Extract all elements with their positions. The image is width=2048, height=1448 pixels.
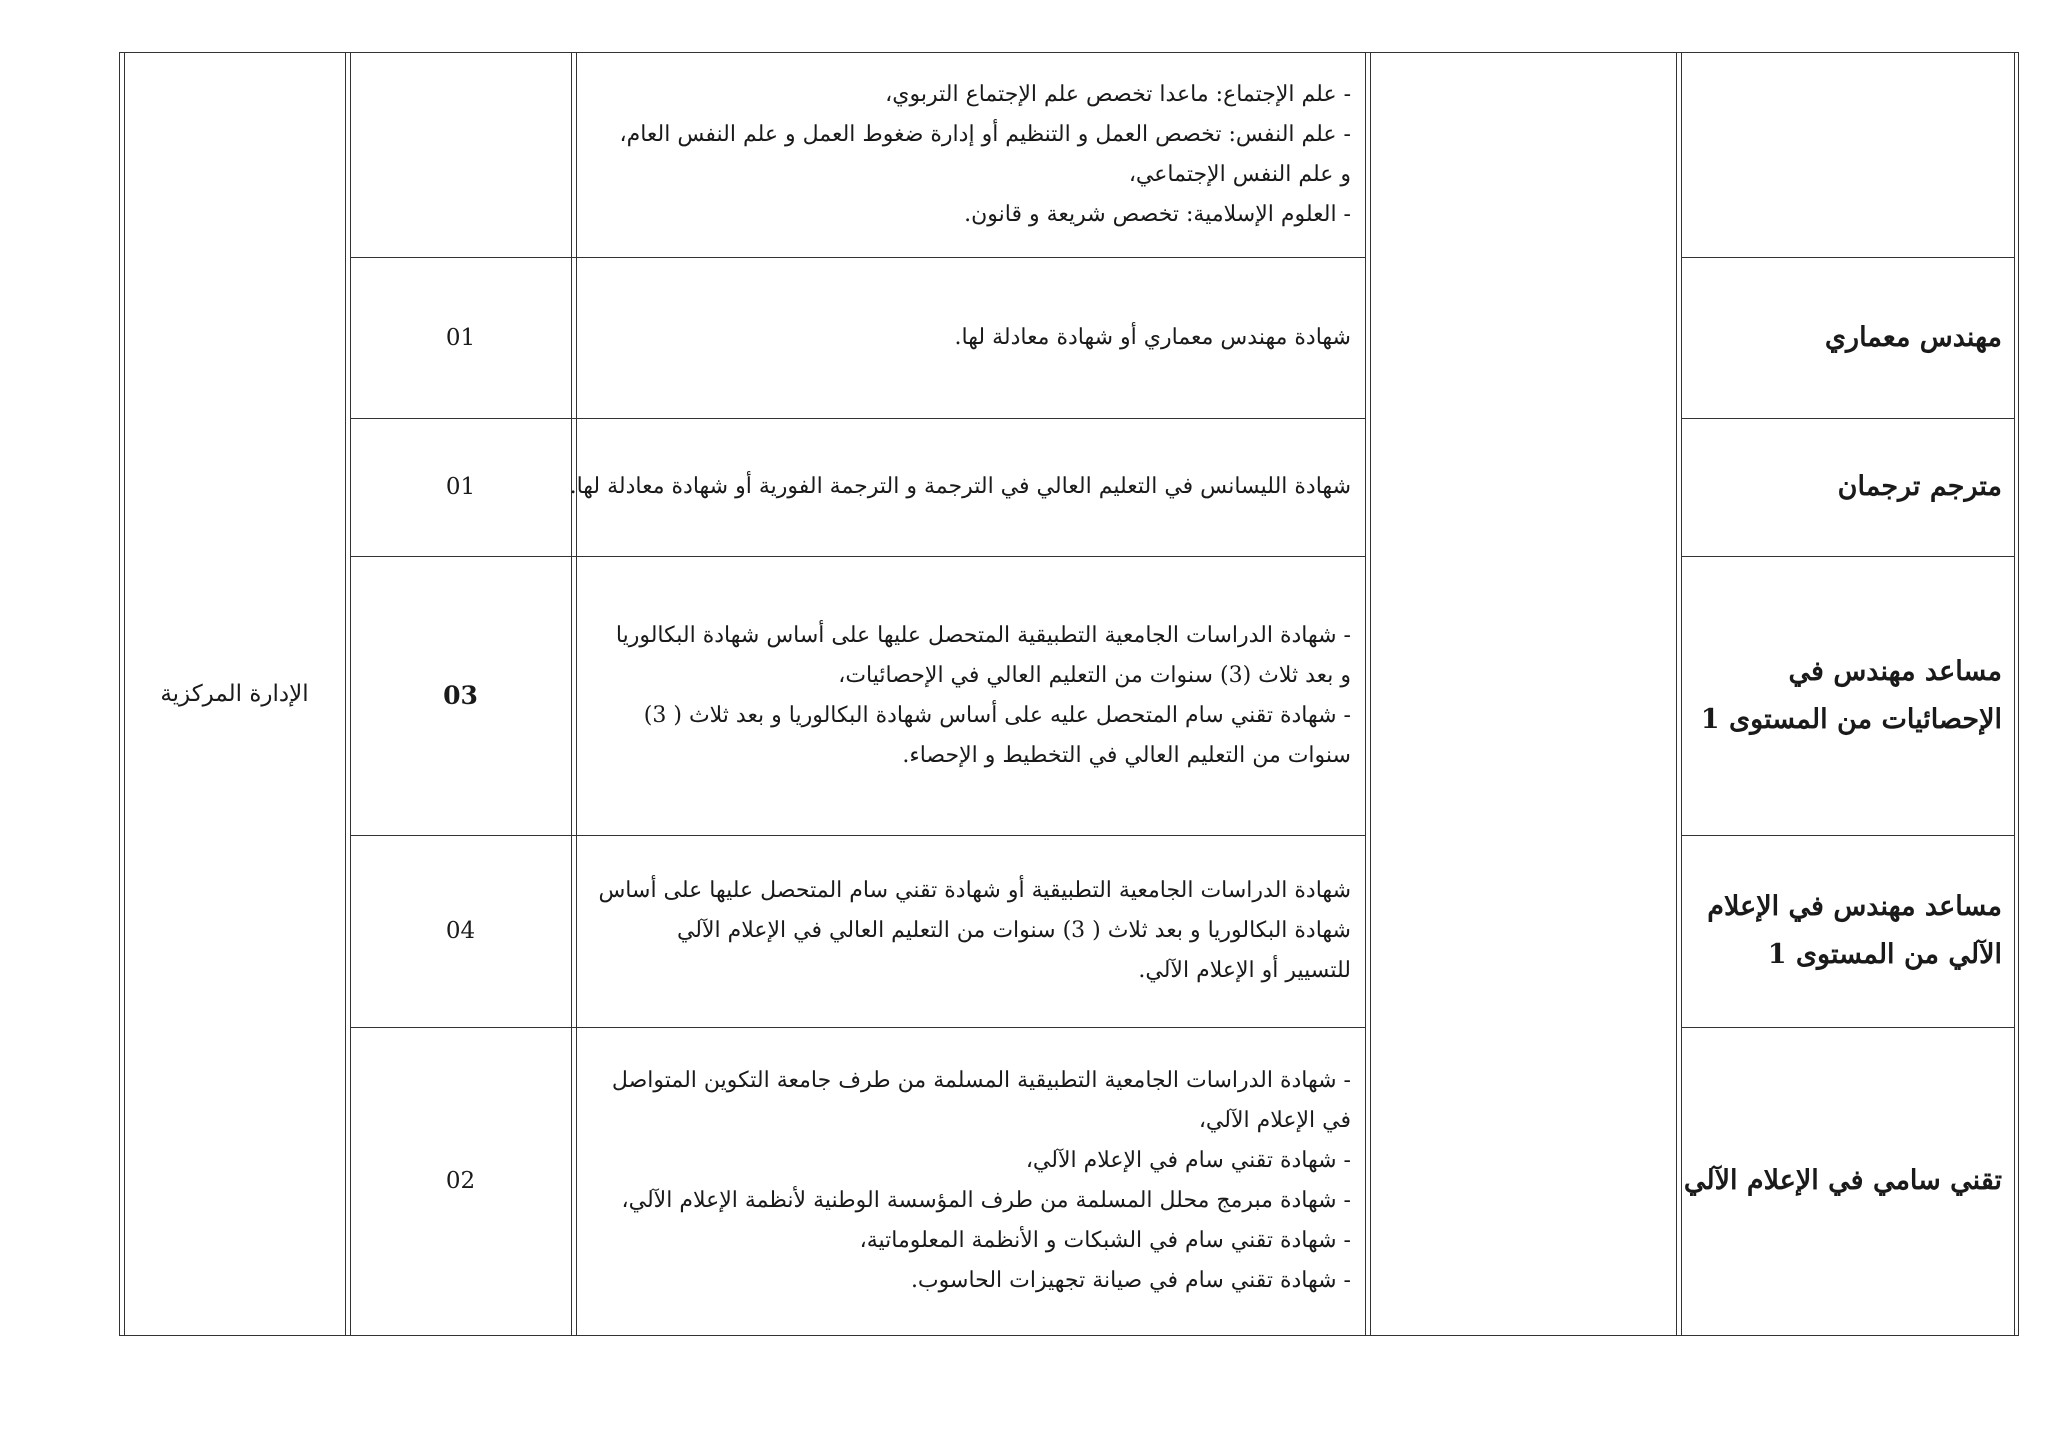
qualification-line: للتسيير أو الإعلام الآلي.	[1138, 958, 1351, 983]
admin-label: الإدارة المركزية	[160, 681, 309, 707]
positions-table	[119, 52, 2019, 1336]
qualification-line: - شهادة الدراسات الجامعية التطبيقية المتحصل عليها على أساس شهادة البكالوريا	[615, 622, 1351, 648]
qualification-line: شهادة الدراسات الجامعية التطبيقية أو شهادة تقني سام المتحصل عليها على أساس	[598, 878, 1351, 903]
position-title: مهندس معماري	[1824, 321, 2002, 353]
position-title-cell	[1681, 257, 2014, 418]
position-title: الآلي من المستوى 1	[1767, 939, 2002, 970]
qualification-line: - علم الإجتماع: ماعدا تخصص علم الإجتماع التربوي،	[885, 81, 1351, 107]
qualification-line: - علم النفس: تخصص العمل و التنظيم أو إدارة ضغوط العمل و علم النفس العام،	[619, 121, 1351, 147]
qualification-line: - شهادة تقني سام في الشبكات و الأنظمة المعلوماتية،	[859, 1228, 1351, 1253]
qualification-cell	[576, 1027, 1365, 1335]
qualification-cell	[576, 556, 1365, 835]
qualification-line: - شهادة تقني سام المتحصل عليه على أساس شهادة البكالوريا و بعد ثلاث ( 3)	[643, 702, 1351, 728]
qualification-cell	[576, 257, 1365, 418]
qualification-cell	[576, 52, 1365, 257]
position-title-cell	[1681, 1027, 2014, 1335]
qualification-line: - شهادة مبرمج محلل المسلمة من طرف المؤسسة الوطنية لأنظمة الإعلام الآلي،	[621, 1188, 1351, 1213]
position-title: مساعد مهندس في	[1788, 655, 2002, 687]
position-title-cell	[1681, 835, 2014, 1027]
positions-count: 03	[443, 681, 478, 710]
positions-count: 02	[445, 1168, 476, 1194]
position-title: مترجم ترجمان	[1837, 471, 2002, 502]
position-title: الإحصائيات من المستوى 1	[1700, 703, 2002, 735]
qualification-line: سنوات من التعليم العالي في التخطيط و الإحصاء.	[902, 742, 1351, 768]
qualification-line: - العلوم الإسلامية: تخصص شريعة و قانون.	[964, 201, 1351, 227]
qualification-line: شهادة الليسانس في التعليم العالي في الترجمة و الترجمة الفورية أو شهادة معادلة لها.	[569, 474, 1351, 499]
qualification-line: و بعد ثلاث (3) سنوات من التعليم العالي في الإحصائيات،	[838, 662, 1351, 688]
qualification-line: شهادة البكالوريا و بعد ثلاث ( 3) سنوات من التعليم العالي في الإعلام الآلي	[676, 918, 1351, 943]
positions-count: 04	[445, 918, 476, 944]
qualification-line: في الإعلام الآلي،	[1198, 1108, 1351, 1133]
positions-count: 01	[445, 324, 476, 351]
qualification-line: - شهادة تقني سام في الإعلام الآلي،	[1025, 1148, 1351, 1173]
qualification-line: شهادة مهندس معماري أو شهادة معادلة لها.	[954, 324, 1351, 350]
qualification-cell	[569, 418, 1365, 556]
positions-count: 01	[445, 474, 476, 500]
qualification-line: - شهادة تقني سام في صيانة تجهيزات الحاسوب.	[910, 1268, 1351, 1293]
position-title-cell	[1681, 418, 2014, 556]
position-title: تقني سامي في الإعلام الآلي	[1683, 1165, 2002, 1196]
qualification-line: و علم النفس الإجتماعي،	[1128, 161, 1351, 187]
qualification-cell	[576, 835, 1365, 1027]
position-title-cell	[1681, 556, 2014, 835]
position-title: مساعد مهندس في الإعلام	[1707, 891, 2002, 922]
qualification-line: - شهادة الدراسات الجامعية التطبيقية المسلمة من طرف جامعة التكوين المتواصل	[611, 1068, 1351, 1093]
